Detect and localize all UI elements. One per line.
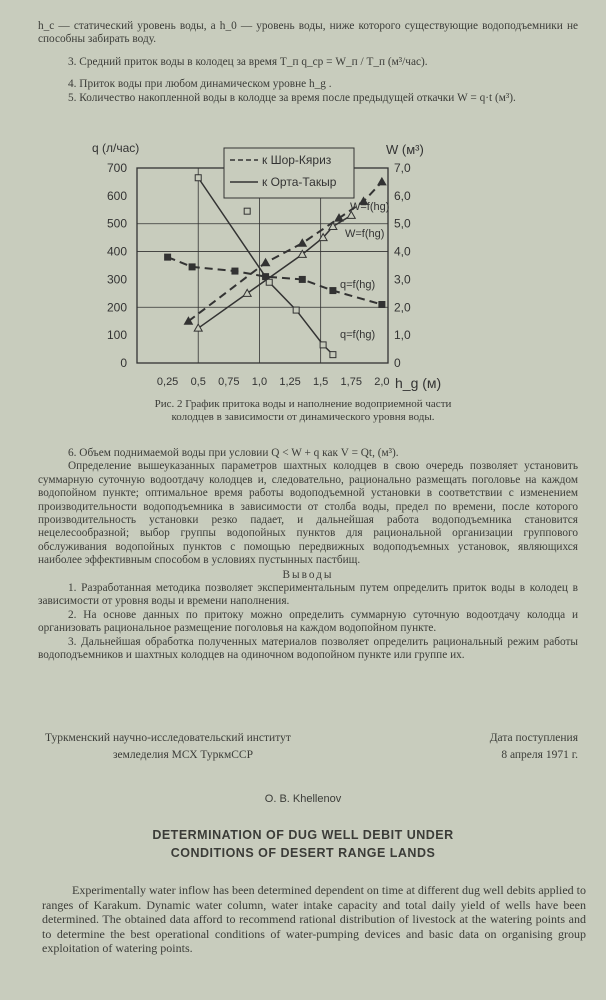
paragraph: h_c — статический уровень воды, а h_0 — уровень воды, ниже которого существующие водоподъемники не способны забирать воду. — [38, 20, 578, 46]
data-point — [194, 324, 202, 331]
data-point — [244, 208, 250, 214]
y-tick-label: 700 — [106, 161, 127, 175]
y-tick-label: 600 — [106, 188, 127, 203]
formula-item-3: 3. Средний приток воды в колодец за время T_п q_ср = W_п / T_п (м³/час). — [68, 55, 428, 68]
x-tick-label: 0,25 — [156, 376, 179, 388]
y-tick-label: 500 — [106, 216, 127, 231]
receipt-date — [490, 730, 578, 764]
figure-caption — [0, 398, 606, 424]
x-tick-label: 1,75 — [340, 376, 362, 388]
data-point — [262, 259, 270, 266]
institute-line-1: Туркменский научно-исследовательский институт — [45, 732, 291, 744]
data-point — [298, 239, 306, 246]
data-point — [189, 264, 195, 270]
date-label: Дата поступления — [489, 732, 578, 744]
affiliation — [45, 730, 291, 764]
y2-axis-label: W (м³) — [386, 142, 424, 157]
y2-tick-label: 7,0 — [394, 161, 411, 175]
body-text — [38, 447, 578, 663]
series-line — [198, 215, 351, 328]
curve-annotation: q=f(hg) — [340, 329, 376, 341]
x-tick-label: 2,0 — [374, 376, 390, 388]
caption-text: Рис. 2 График притока воды и наполнение водоприемной части колодцев в зависимости от динамического уровня воды. — [154, 398, 452, 423]
institute-line-2: земледелия МСХ ТуркмССР — [113, 749, 253, 761]
y-axis-label: q (л/час) — [92, 141, 140, 155]
legend-label: к Шор-Кяриз — [262, 153, 332, 167]
top-text — [38, 20, 578, 105]
data-point — [299, 276, 305, 282]
data-point — [293, 307, 299, 313]
abstract — [42, 883, 586, 956]
data-point — [330, 352, 336, 358]
author: O. B. Khellenov — [264, 793, 342, 805]
y2-tick-label: 5,0 — [394, 216, 411, 231]
x-tick-label: 0,5 — [190, 376, 206, 388]
y-tick-label: 200 — [106, 300, 127, 315]
y2-tick-label: 1,0 — [394, 328, 411, 343]
item-4: 4. Приток воды при любом динамическом уровне h_g . — [68, 78, 332, 91]
y2-tick-label: 3,0 — [394, 272, 411, 287]
data-point — [330, 288, 336, 294]
conclusion-2: 2. На основе данных по притоку можно определить суммарную суточную водоотдачу колодца и организовать рациональное размещение поголовья на каждом водопойном пункте. — [38, 608, 578, 635]
y2-tick-label: 4,0 — [394, 244, 411, 259]
conclusion-1: 1. Разработанная методика позволяет экспериментальным путем определить приток воды в колодец в зависимости от уровня воды и времени наполнения. — [38, 582, 578, 608]
conclusions-heading: Выводы — [282, 568, 334, 581]
x-axis-label: h_g (м) — [395, 375, 442, 391]
data-point — [243, 289, 251, 296]
curve-annotation: W=f(hg) — [345, 228, 385, 240]
abstract-text: Experimentally water inflow has been determined dependent on time at different dug well debits applied to ranges of Karakum. Dynamic water column, water intake capacity and total daily yield of wells have been determined. The obtained data afford to recommend rational distribution of livestock at the watering points and to determine the best operational conditions of water-pumping devices and basic data on organising group exploitation of watering points. — [42, 883, 586, 956]
title-line-1: DETERMINATION OF DUG WELL DEBIT UNDER — [152, 828, 454, 842]
data-point — [320, 342, 326, 348]
x-tick-label: 0,75 — [218, 376, 240, 388]
item-6: 6. Объем поднимаемой воды при условии Q < W + q как V = Qt, (м³). — [68, 447, 399, 459]
conclusion-3: 3. Дальнейшая обработка полученных материалов позволяет определить рациональный режим работы водоподъемников и шахтных колодцев на одиночном водопойном пункте или группе их. — [38, 635, 578, 662]
title-line-2: CONDITIONS OF DESERT RANGE LANDS — [170, 846, 436, 860]
data-point — [378, 178, 386, 185]
y-tick-label: 300 — [106, 272, 127, 287]
x-tick-label: 1,5 — [313, 376, 329, 388]
y-tick-label: 0 — [120, 356, 127, 370]
y-tick-label: 400 — [106, 244, 127, 259]
x-tick-label: 1,25 — [279, 376, 301, 388]
y2-tick-label: 2,0 — [394, 300, 411, 315]
data-point — [379, 302, 385, 308]
curve-annotation: W=f(hg) — [350, 201, 390, 213]
item-5: 5. Количество накопленной воды в колодце за время после предыдущей откачки W = q·t (м³). — [68, 91, 516, 104]
curve-annotation: q=f(hg) — [340, 279, 376, 291]
legend-label: к Орта-Такыр — [262, 175, 337, 189]
data-point — [195, 175, 201, 181]
y2-tick-label: 6,0 — [394, 188, 411, 203]
y2-tick-label: 0 — [394, 356, 401, 370]
x-tick-label: 1,0 — [251, 376, 268, 388]
english-title — [0, 826, 606, 862]
data-point — [232, 268, 238, 274]
figure-chart — [0, 140, 606, 398]
data-point — [165, 254, 171, 260]
date-value: 8 апреля 1971 г. — [501, 749, 578, 761]
y-tick-label: 100 — [106, 328, 127, 343]
paragraph: Определение вышеуказанных параметров шахтных колодцев в свою очередь позволяет установить суммарную суточную водоотдачу колодцев и, следовательно, рационально размещать поголовье на каждом водопойном пункте; оптимальное время работы водоподъемной установки в соответствии с изменением производительности водоподъемника в зависимости от столба воды, предел по времени, после которого производительность установки резко падает, и дальнейшая работа водоподъемника становится нецелесообразной; выбор группы водопойных пунктов для рациональной организации группового обслуживания водопойных пунктов с помощью передвижных водоподъемных установок, являющихся наиболее эффективным способом в условиях пустынных пастбищ. — [38, 460, 578, 567]
